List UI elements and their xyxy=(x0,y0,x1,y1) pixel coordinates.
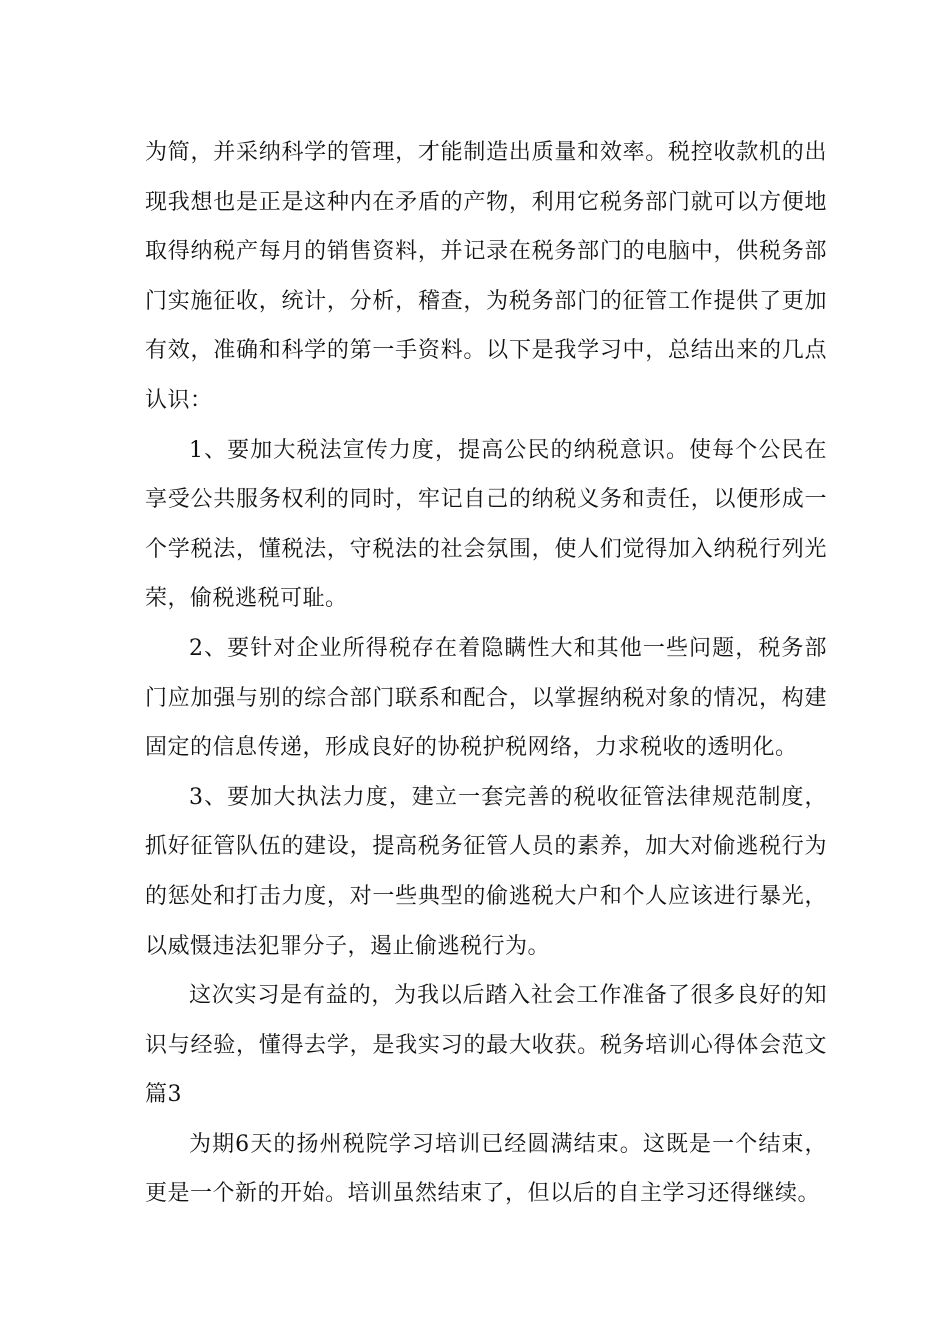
paragraph-2: 1、要加大税法宣传力度，提高公民的纳税意识。使每个公民在享受公共服务权利的同时，牢记自己的纳税义务和责任，以便形成一个学税法，懂税法，守税法的社会氛围，使人们觉得加入纳税行列光荣，偷税逃税可耻。 xyxy=(145,437,827,612)
paragraph-5: 这次实习是有益的，为我以后踏入社会工作准备了很多良好的知识与经验，懂得去学，是我实习的最大收获。税务培训心得体会范文篇3 xyxy=(145,983,827,1108)
paragraph-4: 3、要加大执法力度，建立一套完善的税收征管法律规范制度，抓好征管队伍的建设，提高税务征管人员的素养，加大对偷逃税行为的惩处和打击力度，对一些典型的偷逃税大户和个人应该进行暴光，以威慑违法犯罪分子，遏止偷逃税行为。 xyxy=(145,784,827,959)
paragraph-6: 为期6天的扬州税院学习培训已经圆满结束。这既是一个结束，更是一个新的开始。培训虽然结束了，但以后的自主学习还得继续。 xyxy=(145,1131,827,1207)
paragraph-1: 为简，并采纳科学的管理，才能制造出质量和效率。税控收款机的出现我想也是正是这种内在矛盾的产物，利用它税务部门就可以方便地取得纳税产每月的销售资料，并记录在税务部门的电脑中，供税务部门实施征收，统计，分析，稽查，为税务部门的征管工作提供了更加有效，准确和科学的第一手资料。以下是我学习中，总结出来的几点认识： xyxy=(145,140,827,413)
document-body xyxy=(145,128,827,1219)
paragraph-3: 2、要针对企业所得税存在着隐瞒性大和其他一些问题，税务部门应加强与别的综合部门联系和配合，以掌握纳税对象的情况，构建固定的信息传递，形成良好的协税护税网络，力求税收的透明化。 xyxy=(145,635,827,761)
